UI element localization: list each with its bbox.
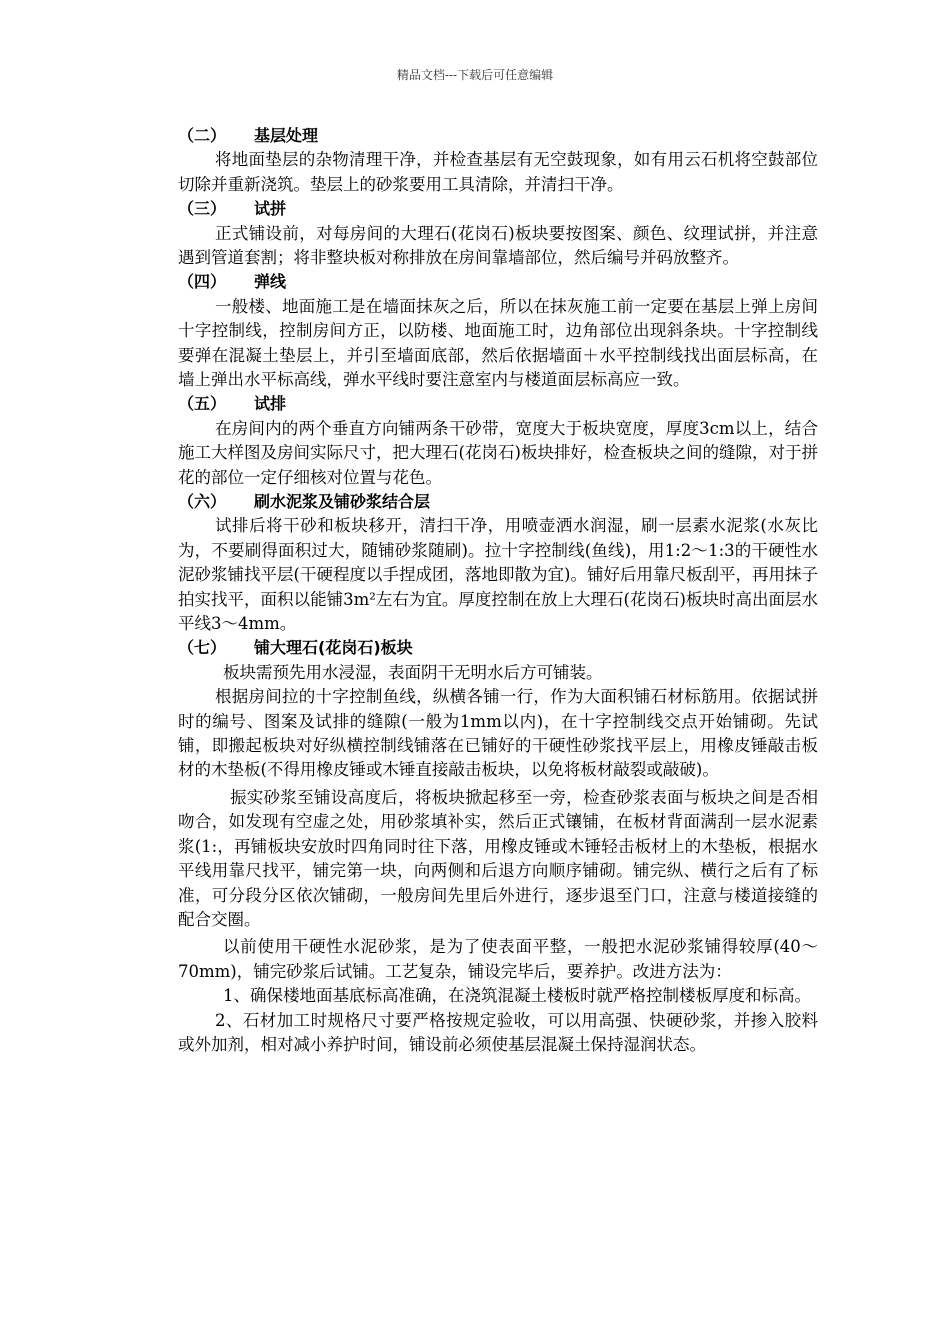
paragraph: 在房间内的两个垂直方向铺两条干砂带，宽度大于板块宽度，厚度3cm以上，结合施工大样图及房间实际尺寸，把大理石(花岗石)板块排好，检查板块之间的缝隙，对于拼花的部位一定仔细核对位置与花色。 [178,418,818,487]
paragraph: 试排后将干砂和板块移开，清扫干净，用喷壶洒水润湿，刷一层素水泥浆(水灰比为，不要刷得面积过大，随铺砂浆随刷)。拉十字控制线(鱼线)，用1:2～1:3的干硬性水泥砂浆铺找平层(干硬程度以手捏成团，落地即散为宜)。铺好后用靠尺板刮平，再用抹子拍实找平，面积以能铺3m²左右为宜。厚度控制在放上大理石(花岗石)板块时高出面层水平线3～4mm。 [178,516,818,634]
paragraph: 一般楼、地面施工是在墙面抹灰之后，所以在抹灰施工前一定要在基层上弹上房间十字控制线，控制房间方正，以防楼、地面施工时，边角部位出现斜条块。十字控制线要弹在混凝土垫层上，并引至墙面底部，然后依据墙面＋水平控制线找出面层标高，在墙上弹出水平标高线，弹水平线时要注意室内与楼道面层标高应一致。 [178,296,818,390]
section-title: 基层处理 [254,126,319,145]
paragraph: 2、石材加工时规格尺寸要严格按规定验收，可以用高强、快硬砂浆，并掺入胶料或外加剂，相对减小养护时间，铺设前必须使基层混凝土保持湿润状态。 [178,1010,818,1054]
section-number: （二） [178,126,227,145]
paragraph: 以前使用干硬性水泥砂浆，是为了使表面平整，一般把水泥砂浆铺得较厚(40～70mm)，铺完砂浆后试铺。工艺复杂，铺设完毕后，要养护。改进方法为： [178,937,818,981]
section-number: （六） [178,492,227,512]
document-body [178,124,818,1057]
page-header: 精品文档---下载后可任意编辑 [396,68,554,82]
section-title: 刷水泥浆及铺砂浆结合层 [254,492,431,512]
paragraph: 1、确保楼地面基底标高准确，在浇筑混凝土楼板时就严格控制楼板厚度和标高。 [223,986,811,1006]
section-title: 试拼 [254,199,287,219]
paragraph: 板块需预先用水浸湿，表面阴干无明水后方可铺装。 [223,662,603,682]
section-number: （三） [178,199,227,219]
section-heading-2 [178,124,818,148]
paragraph: 正式铺设前，对每房间的大理石(花岗石)板块要按图案、颜色、纹理试拼，并注意遇到管道套割；将非整块板对称排放在房间靠墙部位，然后编号并码放整齐。 [178,223,818,267]
section-title: 铺大理石(花岗石)板块 [254,638,413,658]
section-heading-5 [178,392,818,416]
paragraph: 将地面垫层的杂物清理干净，并检查基层有无空鼓现象，如有用云石机将空鼓部位切除并重新浇筑。垫层上的砂浆要用工具清除，并清扫干净。 [178,150,818,194]
section-number: （七） [178,638,227,658]
section-heading-7 [178,636,818,660]
section-heading-3 [178,197,818,221]
section-title: 弹线 [254,272,287,292]
paragraph: 根据房间拉的十字控制鱼线，纵横各铺一行，作为大面积铺石材标筋用。依据试拼时的编号、图案及试排的缝隙(一般为1mm以内)，在十字控制线交点开始铺砌。先试铺，即搬起板块对好纵横控制线铺落在已铺好的干硬性砂浆找平层上，用橡皮锤敲击板材的木垫板(不得用橡皮锤或木锤直接敲击板块，以免将板材敲裂或敲破)。 [178,687,818,780]
section-heading-4 [178,270,818,294]
paragraph: 振实砂浆至铺设高度后，将板块掀起移至一旁，检查砂浆表面与板块之间是否相吻合，如发现有空虚之处，用砂浆填补实，然后正式镶铺，在板材背面满刮一层水泥素浆(1:，再铺板块安放时四角同时往下落，用橡皮锤或木锤轻击板材上的木垫板，根据水平线用靠尺找平，铺完第一块，向两侧和后退方向顺序铺砌。铺完纵、横行之后有了标准，可分段分区依次铺砌，一般房间先里后外进行，逐步退至门口，注意与楼道接缝的配合交圈。 [178,787,818,929]
section-heading-6 [178,490,818,514]
section-number: （四） [178,272,227,292]
section-title: 试排 [254,394,287,414]
section-number: （五） [178,394,227,414]
